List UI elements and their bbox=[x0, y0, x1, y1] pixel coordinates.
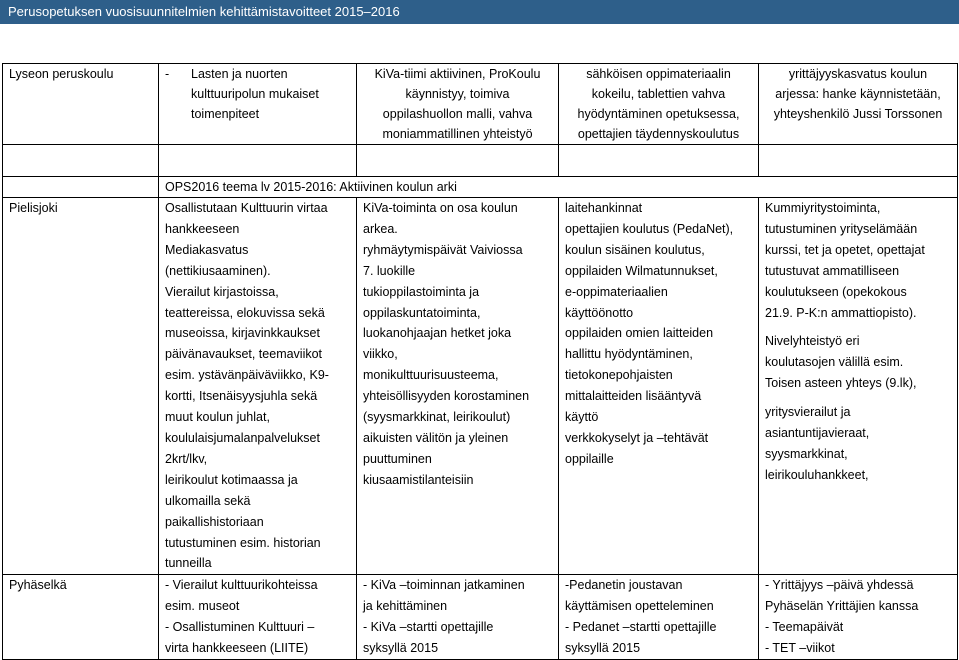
digital-cell: -Pedanetin joustavan käyttämisen opetteleminen - Pedanet –startti opettajille syksyllä 2015 bbox=[559, 575, 759, 660]
digital-cell: sähköisen oppimateriaalin kokeilu, tablettien vahva hyödyntäminen opetuksessa, opettajien täydennyskoulutus bbox=[559, 64, 759, 145]
community-cell: - KiVa –toiminnan jatkaminen ja kehittäminen - KiVa –startti opettajille syksyllä 2015 bbox=[357, 575, 559, 660]
entrepreneurship-cell: - Yrittäjyys –päivä yhdessä Pyhäselän Yrittäjien kanssa - Teemapäivät - TET –viikot bbox=[759, 575, 958, 660]
table-row-theme bbox=[3, 177, 958, 198]
table-row-pyhaselka bbox=[3, 575, 958, 660]
school-cell: Lyseon peruskoulu bbox=[3, 64, 159, 145]
entrepreneurship-cell: yrittäjyyskasvatus koulun arjessa: hanke käynnistetään, yhteyshenkilö Jussi Torssonen bbox=[759, 64, 958, 145]
culture-cell bbox=[159, 64, 357, 145]
theme-heading: OPS2016 teema lv 2015-2016: Aktiivinen koulun arki bbox=[159, 177, 958, 198]
table-row-lyseon bbox=[3, 64, 958, 145]
list-item: - Lasten ja nuorten kulttuuripolun mukaiset toimenpiteet bbox=[165, 67, 319, 121]
document-header bbox=[0, 0, 959, 24]
digital-cell: laitehankinnat opettajien koulutus (PedaNet), koulun sisäinen koulutus, oppilaiden Wilmatunnukset, e-oppimateriaalien käyttöönotto oppilaiden omien laitteiden hallittu hyödyntäminen, tietokonepohjaisten mittalaitteiden lisääntyvä käyttö verkkokyselyt ja –tehtävät oppilaille bbox=[559, 198, 759, 575]
table-row-pielisjoki bbox=[3, 198, 958, 575]
culture-cell: - Vierailut kulttuurikohteissa esim. museot - Osallistuminen Kulttuuri – virta hankkeeseen (LIITE) bbox=[159, 575, 357, 660]
culture-cell: Osallistutaan Kulttuurin virtaa hankkeeseen Mediakasvatus (nettikiusaaminen). Vierailut kirjastoissa, teattereissa, elokuvissa sekä museoissa, kirjavinkkaukset päivänavaukset, teemaviikot esim. ystävänpäiväviikko, K9- kortti, Itsenäisyysjuhla sekä muut koulun juhlat, koululaisjumalanpalvelukset 2krt/lkv, leirikoulut kotimaassa ja ulkomailla sekä paikallishistoriaan tutustuminen esim. historian tunneilla bbox=[159, 198, 357, 575]
community-cell: KiVa-tiimi aktiivinen, ProKoulu käynnistyy, toimiva oppilashuollon malli, vahva moniammatillinen yhteistyö bbox=[357, 64, 559, 145]
school-cell: Pyhäselkä bbox=[3, 575, 159, 660]
community-cell: KiVa-toiminta on osa koulun arkea. ryhmäytymispäivät Vaiviossa 7. luokille tukioppilastoiminta ja oppilaskuntatoiminta, luokanohjaajan hetket joka viikko, monikulttuurisuusteema, yhteisöllisyyden korostaminen (syysmarkkinat, leirikoulut) aikuisten välitön ja yleinen puuttuminen kiusaamistilanteisiin bbox=[357, 198, 559, 575]
table-row-spacer bbox=[3, 145, 958, 177]
school-cell: Pielisjoki bbox=[3, 198, 159, 575]
entrepreneurship-cell: Kummiyritystoiminta, tutustuminen yrityselämään kurssi, tet ja opetet, opettajat tutustuvat ammatilliseen koulutukseen (opekokous 21.9. P-K:n ammattiopisto). Nivelyhteistyö eri koulutasojen välillä esim. Toisen asteen yhteys (9.lk), yritysvierailut ja asiantuntijavieraat, syysmarkkinat, leirikouluhankkeet, bbox=[759, 198, 958, 575]
plan-table bbox=[2, 63, 958, 660]
document-title: Perusopetuksen vuosisuunnitelmien kehittämistavoitteet 2015–2016 bbox=[8, 4, 400, 19]
